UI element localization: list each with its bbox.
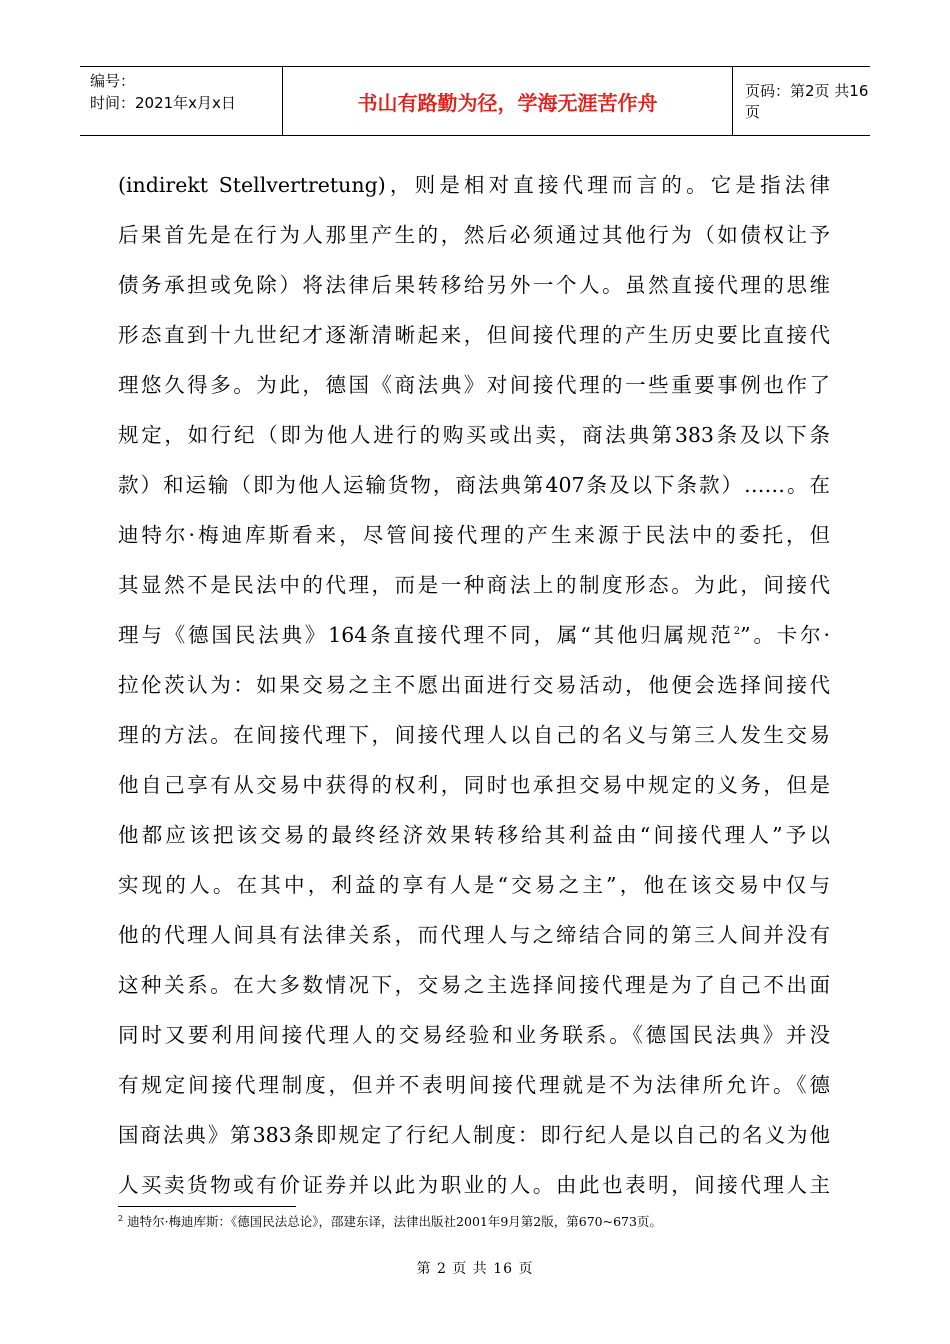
footnote-text: 迪特尔·梅迪库斯：《德国民法总论》，邵建东译，法律出版社2001年9月第2版，第670~673页。 — [123, 1214, 662, 1229]
header-motto: 书山有路勤为径，学海无涯苦作舟 — [357, 90, 658, 115]
page-footer: 第 2 页 共 16 页 — [416, 1261, 534, 1277]
body-line: 他的代理人间具有法律关系，而代理人与之缔结合同的第三人间并没有 — [118, 923, 830, 947]
body-line: 这种关系。在大多数情况下，交易之主选择间接代理是为了自己不出面 — [118, 973, 830, 997]
body-line: 债务承担或免除）将法律后果转移给另外一个人。虽然直接代理的思维 — [118, 273, 830, 297]
body-line-text: 理与《德国民法典》164条直接代理不同，属“其他归属规范 — [118, 623, 734, 647]
body-line: 有规定间接代理制度，但并不表明间接代理就是不为法律所允许。《德 — [118, 1073, 830, 1097]
body-line: 他都应该把该交易的最终经济效果转移给其利益由“间接代理人”予以 — [118, 823, 830, 847]
body-line: 形态直到十九世纪才逐渐清晰起来，但间接代理的产生历史要比直接代 — [118, 323, 830, 347]
body-line: 理的方法。在间接代理下，间接代理人以自己的名义与第三人发生交易 — [118, 723, 830, 747]
body-line: (indirekt Stellvertretung)，则是相对直接代理而言的。它是指法律 — [118, 173, 830, 197]
body-line: 理悠久得多。为此，德国《商法典》对间接代理的一些重要事例也作了 — [118, 373, 830, 397]
body-line: 规定，如行纪（即为他人进行的购买或出卖，商法典第383条及以下条 — [118, 423, 830, 447]
footnote-reference[interactable]: 2 — [733, 626, 741, 638]
body-line: 其显然不是民法中的代理，而是一种商法上的制度形态。为此，间接代 — [118, 573, 830, 597]
body-line: 国商法典》第383条即规定了行纪人制度：即行纪人是以自己的名义为他 — [118, 1123, 830, 1147]
body-line-tail: ”。卡尔· — [740, 623, 831, 647]
body-line: 款）和运输（即为他人运输货物，商法典第407条及以下条款）……。在 — [118, 473, 830, 497]
body-line: 实现的人。在其中，利益的享有人是“交易之主”，他在该交易中仅与 — [118, 873, 830, 897]
document-number-label: 编号： — [90, 72, 136, 90]
body-line: 同时又要利用间接代理人的交易经验和业务联系。《德国民法典》并没 — [118, 1023, 830, 1047]
body-text — [118, 160, 830, 1210]
body-line-with-footnote — [118, 610, 830, 660]
footnote-marker: 2 — [118, 1213, 124, 1223]
body-line: 他自己享有从交易中获得的权利，同时也承担交易中规定的义务，但是 — [118, 773, 830, 797]
document-date-label: 时间：2021年x月x日 — [90, 94, 236, 112]
header-page-cell — [733, 67, 870, 135]
body-line: 后果首先是在行为人那里产生的，然后必须通过其他行为（如债权让予 — [118, 223, 830, 247]
footnote — [118, 1212, 662, 1230]
page-header — [80, 66, 870, 136]
body-line: 迪特尔·梅迪库斯看来，尽管间接代理的产生来源于民法中的委托，但 — [118, 523, 830, 547]
header-info-cell — [80, 67, 283, 135]
footnote-separator — [118, 1206, 296, 1207]
header-motto-cell — [283, 67, 733, 135]
body-line: 人买卖货物或有价证券并以此为职业的人。由此也表明，间接代理人主 — [118, 1173, 830, 1197]
body-line: 拉伦茨认为：如果交易之主不愿出面进行交易活动，他便会选择间接代 — [118, 673, 830, 697]
header-page-label: 页码：第2页 共16页 — [745, 82, 869, 121]
